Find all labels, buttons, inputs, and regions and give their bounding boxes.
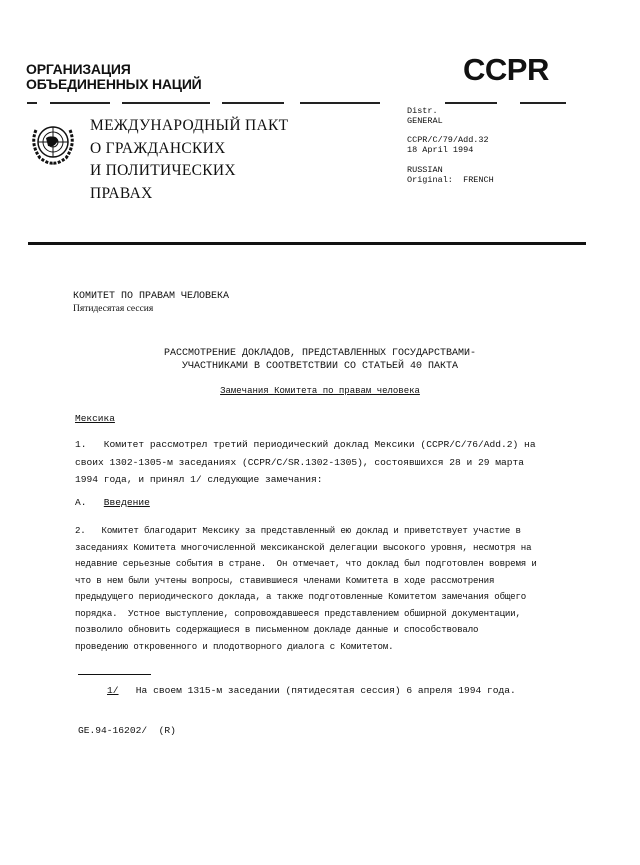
header-divider bbox=[445, 102, 497, 104]
paragraph-2: 2. Комитет благодарит Мексику за представленный ею доклад и приветствует участие в заседаниях Комитета многочисленной мексиканской делегации высокого уровня, несмотря на недавние серьезные события в стране. Он отмечает, что доклад был подготовлен вовремя и что в нем были учтены вопросы, ставившиеся членами Комитета в ходе рассмотрения предыдущего периодического доклада, а также подготовленные Комитетом замечания общего порядка. Устное выступление, сопровождавшееся представлением обширной документации, позволило обновить содержащиеся в письменном докладе данные и способствовало проведению откровенного и плодотворного диалога с Комитетом. bbox=[75, 525, 537, 652]
footnote-separator bbox=[78, 674, 151, 675]
header-divider bbox=[27, 102, 37, 104]
header-divider bbox=[222, 102, 284, 104]
distribution-block: Distr. GENERAL bbox=[407, 106, 443, 126]
section-a-heading: A. Введение bbox=[75, 497, 150, 508]
org-line-2: ОБЪЕДИНЕННЫХ НАЦИЙ bbox=[26, 76, 202, 92]
organization-name bbox=[26, 62, 202, 92]
header-rule bbox=[28, 242, 586, 245]
document-heading: РАССМОТРЕНИЕ ДОКЛАДОВ, ПРЕДСТАВЛЕННЫХ ГОСУДАРСТВАМИ- УЧАСТНИКАМИ В СООТВЕТСТВИИ СО СТАТЬЕЙ 40 ПАКТА bbox=[163, 348, 477, 372]
org-line-1: ОРГАНИЗАЦИЯ bbox=[26, 61, 131, 77]
document-series-symbol: CCPR bbox=[463, 52, 549, 87]
committee-name: КОМИТЕТ ПО ПРАВАМ ЧЕЛОВЕКА bbox=[73, 291, 230, 302]
header-divider bbox=[122, 102, 210, 104]
header-divider bbox=[300, 102, 380, 104]
session-name: Пятидесятая сессия bbox=[73, 304, 154, 314]
header-divider bbox=[520, 102, 566, 104]
job-number: GE.94-16202/ (R) bbox=[78, 725, 176, 736]
document-symbol-block: CCPR/C/79/Add.32 18 April 1994 bbox=[407, 135, 489, 155]
header-divider bbox=[50, 102, 110, 104]
covenant-title: МЕЖДУНАРОДНЫЙ ПАКТ О ГРАЖДАНСКИХ И ПОЛИТИЧЕСКИХ ПРАВАХ bbox=[90, 117, 289, 202]
un-emblem-icon bbox=[28, 118, 78, 168]
country-heading: Мексика bbox=[75, 413, 115, 424]
document-subtitle: Замечания Комитета по правам человека bbox=[220, 386, 420, 396]
footnote: 1/ На своем 1315-м заседании (пятидесятая сессия) 6 апреля 1994 года. bbox=[107, 685, 516, 696]
language-block: RUSSIAN Original: FRENCH bbox=[407, 165, 494, 185]
paragraph-1: 1. Комитет рассмотрел третий периодический доклад Мексики (CCPR/C/76/Add.2) на своих 1302-1305-м заседаниях (CCPR/C/SR.1302-1305), состоявшихся 28 и 29 марта 1994 года, и принял 1/ следующие замечания: bbox=[75, 439, 536, 485]
